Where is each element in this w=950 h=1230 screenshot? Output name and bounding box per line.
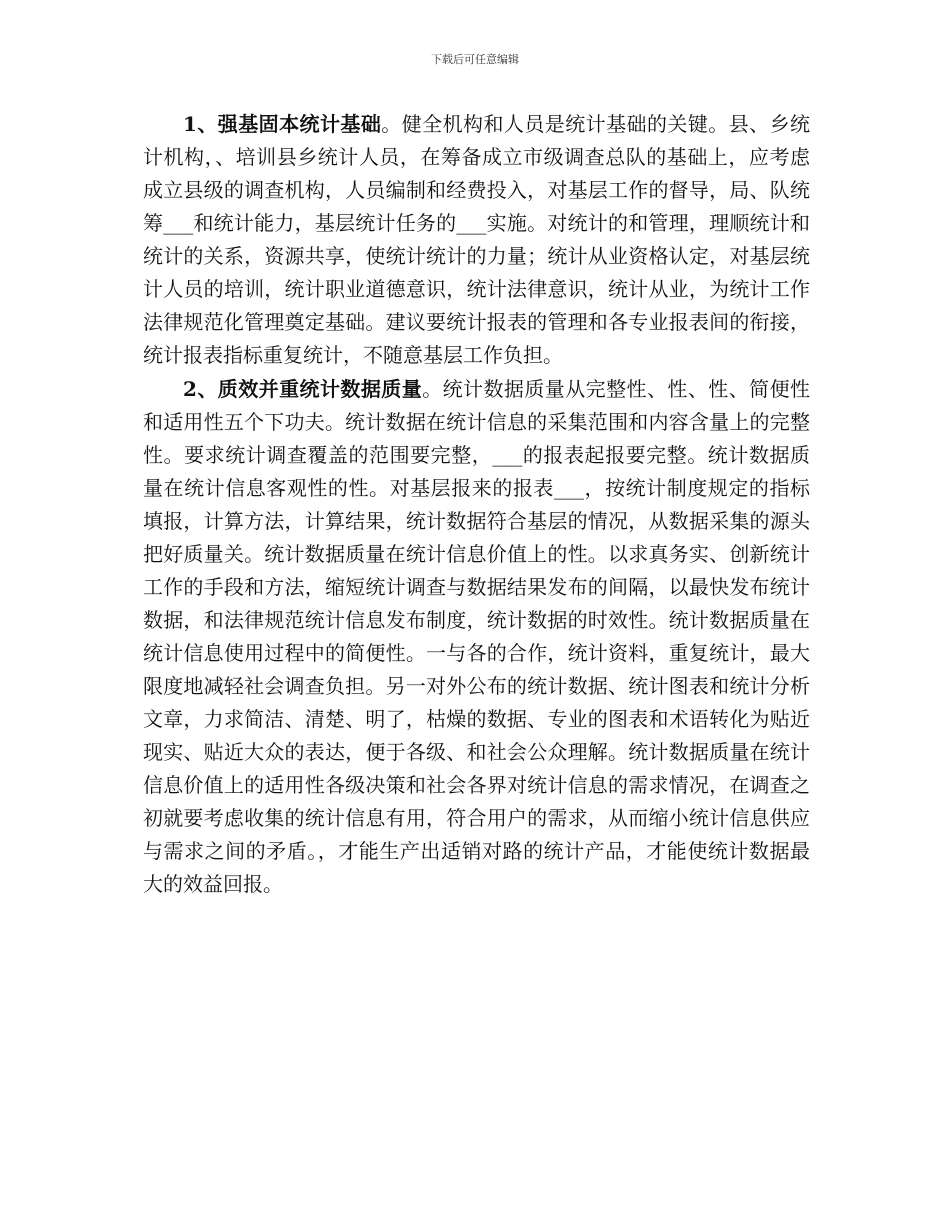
paragraph-2 xyxy=(143,373,810,901)
paragraph-1-text: 。健全机构和人员是统计基础的关键。县、乡统计机构，、培训县乡统计人员，在筹备成立市级调查总队的基础上，应考虑成立县级的调查机构，人员编制和经费投入，对基层工作的督导，局、队统筹___和统计能力，基层统计任务的___实施。对统计的和管理，理顺统计和统计的关系，资源共享，使统计统计的力量；统计从业资格认定，对基层统计人员的培训，统计职业道德意识，统计法律意识，统计从业，为统计工作法律规范化管理奠定基础。建议要统计报表的管理和各专业报表间的衔接，统计报表指标重复统计，不随意基层工作负担。 xyxy=(143,112,810,367)
paragraph-2-heading: 2、质效并重统计数据质量 xyxy=(183,377,423,401)
paragraph-1-heading: 1、强基固本统计基础 xyxy=(183,112,382,136)
paragraph-2-text: 。统计数据质量从完整性、性、性、简便性和适用性五个下功夫。统计数据在统计信息的采集范围和内容含量上的完整性。要求统计调查覆盖的范围要完整，___的报表起报要完整。统计数据质量在统计信息客观性的性。对基层报来的报表___，按统计制度规定的指标填报，计算方法，计算结果，统计数据符合基层的情况，从数据采集的源头把好质量关。统计数据质量在统计信息价值上的性。以求真务实、创新统计工作的手段和方法，缩短统计调查与数据结果发布的间隔，以最快发布统计数据，和法律规范统计信息发布制度，统计数据的时效性。统计数据质量在统计信息使用过程中的简便性。一与各的合作，统计资料，重复统计，最大限度地减轻社会调查负担。另一对外公布的统计数据、统计图表和统计分析文章，力求简洁、清楚、明了，枯燥的数据、专业的图表和术语转化为贴近现实、贴近大众的表达，便于各级、和社会公众理解。统计数据质量在统计信息价值上的适用性各级决策和社会各界对统计信息的需求情况，在调查之初就要考虑收集的统计信息有用，符合用户的需求，从而缩小统计信息供应与需求之间的矛盾。，才能生产出适销对路的统计产品，才能使统计数据最大的效益回报。 xyxy=(143,377,811,896)
paragraph-1 xyxy=(143,108,810,372)
document-body xyxy=(143,108,810,901)
header-note: 下载后可任意编辑 xyxy=(431,53,519,66)
